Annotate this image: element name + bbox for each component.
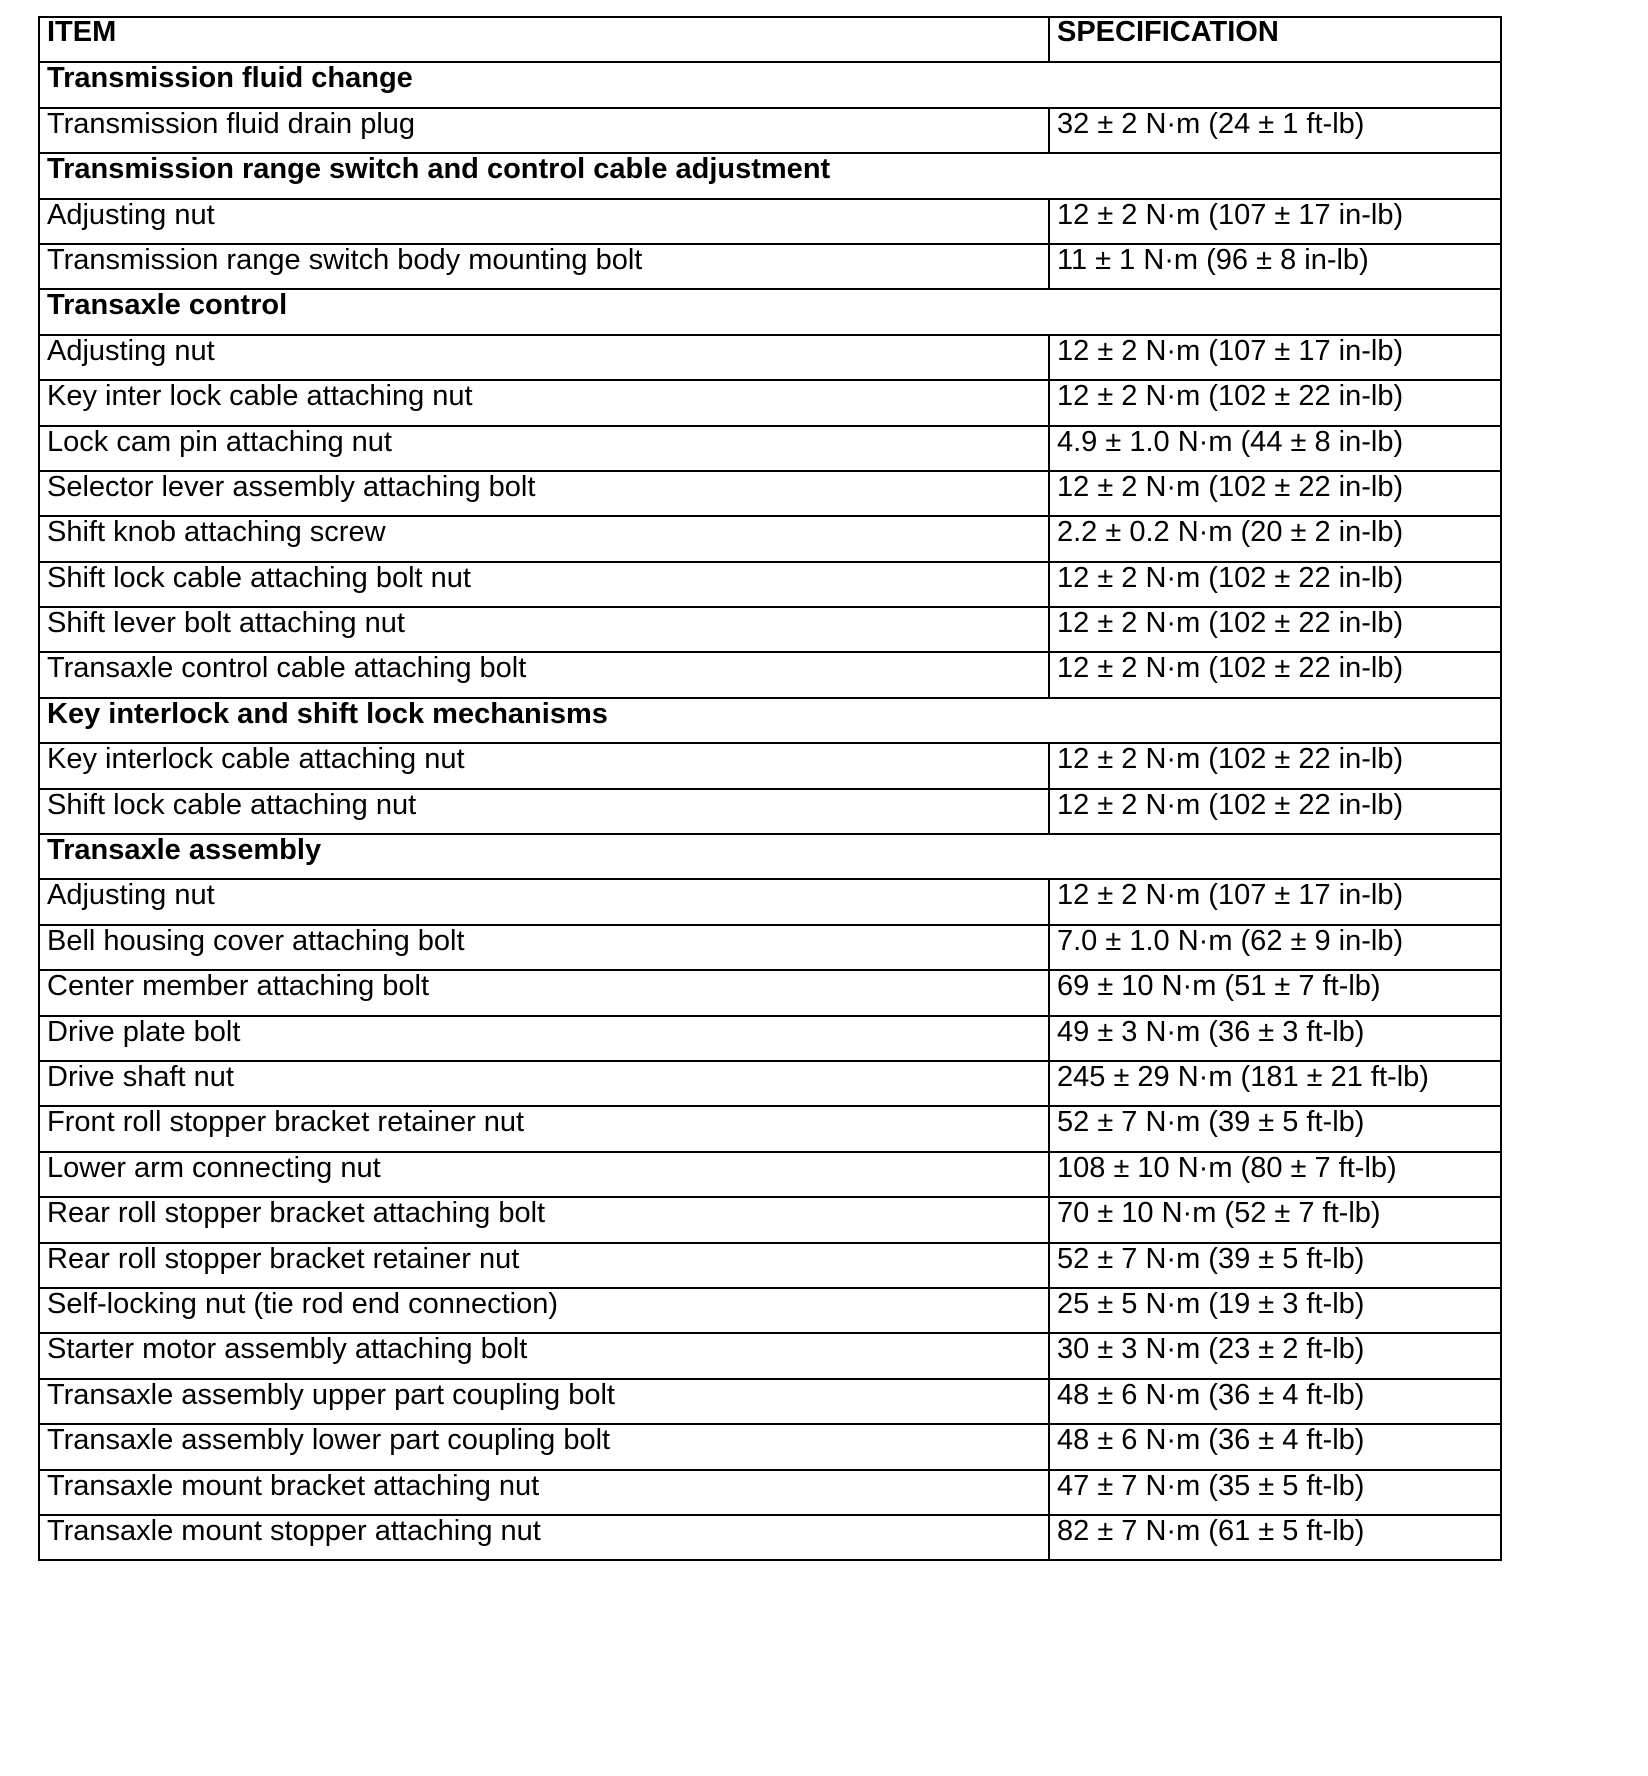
specification-value: 52 ± 7 N·m (39 ± 5 ft-lb) [1057,1242,1365,1275]
specification-value: 70 ± 10 N·m (52 ± 7 ft-lb) [1057,1197,1381,1230]
specification-value: 12 ± 2 N·m (102 ± 22 in-lb) [1057,743,1404,776]
table-row [39,199,1501,244]
specification-cell [1049,789,1501,834]
table-row [39,1016,1501,1061]
item-name: Selector lever assembly attaching bolt [47,470,536,503]
item-column-header-label: ITEM [47,17,117,48]
table-row [39,380,1501,425]
specification-value: 12 ± 2 N·m (107 ± 17 in-lb) [1057,198,1404,231]
item-cell [39,244,1049,289]
item-cell [39,743,1049,788]
item-cell [39,1379,1049,1424]
specification-value: 12 ± 2 N·m (102 ± 22 in-lb) [1057,380,1404,413]
section-title: Transmission fluid change [47,62,413,95]
item-name: Shift knob attaching screw [47,516,386,549]
specification-value: 52 ± 7 N·m (39 ± 5 ft-lb) [1057,1106,1365,1139]
specification-cell [1049,471,1501,516]
item-cell [39,1470,1049,1515]
item-cell [39,1333,1049,1378]
section-row [39,153,1501,198]
item-name: Lock cam pin attaching nut [47,425,392,458]
item-cell [39,1288,1049,1333]
specification-value: 47 ± 7 N·m (35 ± 5 ft-lb) [1057,1469,1365,1502]
specification-value: 48 ± 6 N·m (36 ± 4 ft-lb) [1057,1378,1365,1411]
specification-value: 30 ± 3 N·m (23 ± 2 ft-lb) [1057,1333,1365,1366]
specification-value: 12 ± 2 N·m (102 ± 22 in-lb) [1057,470,1404,503]
section-title: Key interlock and shift lock mechanisms [47,697,608,730]
item-name: Starter motor assembly attaching bolt [47,1333,528,1366]
table-row [39,1515,1501,1560]
item-cell [39,199,1049,244]
item-name: Drive plate bolt [47,1015,241,1048]
specification-cell [1049,1197,1501,1242]
specification-cell [1049,335,1501,380]
specification-cell [1049,1288,1501,1333]
item-name: Rear roll stopper bracket retainer nut [47,1242,520,1275]
section-title: Transaxle control [47,289,288,322]
table-row [39,652,1501,697]
item-name: Adjusting nut [47,198,215,231]
item-cell [39,789,1049,834]
item-cell [39,652,1049,697]
section-cell [39,62,1501,107]
item-cell [39,607,1049,652]
specification-value: 108 ± 10 N·m (80 ± 7 ft-lb) [1057,1151,1397,1184]
specification-cell [1049,1016,1501,1061]
table-body [39,62,1501,1560]
item-name: Lower arm connecting nut [47,1151,381,1184]
item-name: Key inter lock cable attaching nut [47,380,473,413]
specification-cell [1049,743,1501,788]
item-name: Front roll stopper bracket retainer nut [47,1106,525,1139]
specification-value: 49 ± 3 N·m (36 ± 3 ft-lb) [1057,1015,1365,1048]
table-row [39,562,1501,607]
item-name: Drive shaft nut [47,1060,234,1093]
specification-value: 48 ± 6 N·m (36 ± 4 ft-lb) [1057,1424,1365,1457]
specification-cell [1049,1243,1501,1288]
specification-cell [1049,970,1501,1015]
table-row [39,1470,1501,1515]
section-row [39,289,1501,334]
item-name: Transmission range switch body mounting bolt [47,243,643,276]
item-name: Center member attaching bolt [47,970,430,1003]
table-row [39,879,1501,924]
specification-cell [1049,1333,1501,1378]
table-row [39,743,1501,788]
specification-value: 12 ± 2 N·m (107 ± 17 in-lb) [1057,879,1404,912]
item-cell [39,1016,1049,1061]
table-row [39,1106,1501,1151]
specification-value: 4.9 ± 1.0 N·m (44 ± 8 in-lb) [1057,425,1404,458]
item-cell [39,1152,1049,1197]
specification-value: 11 ± 1 N·m (96 ± 8 in-lb) [1057,243,1369,276]
table-row [39,471,1501,516]
item-cell [39,1515,1049,1560]
specification-value: 12 ± 2 N·m (107 ± 17 in-lb) [1057,334,1404,367]
item-cell [39,335,1049,380]
torque-spec-table [38,16,1502,1561]
specification-cell [1049,108,1501,153]
specification-cell [1049,516,1501,561]
specification-column-header-label: SPECIFICATION [1057,17,1279,48]
specification-value: 7.0 ± 1.0 N·m (62 ± 9 in-lb) [1057,924,1404,957]
specification-cell [1049,426,1501,471]
section-title: Transaxle assembly [47,834,322,867]
item-name: Adjusting nut [47,334,215,367]
table-row [39,1424,1501,1469]
section-row [39,834,1501,879]
table-row [39,607,1501,652]
item-name: Transmission fluid drain plug [47,107,416,140]
specification-cell [1049,1424,1501,1469]
item-cell [39,879,1049,924]
specification-cell [1049,1106,1501,1151]
specification-value: 2.2 ± 0.2 N·m (20 ± 2 in-lb) [1057,516,1404,549]
section-cell [39,698,1501,743]
item-cell [39,1061,1049,1106]
table-row [39,1152,1501,1197]
item-cell [39,380,1049,425]
specification-cell [1049,652,1501,697]
specification-cell [1049,1061,1501,1106]
item-cell [39,108,1049,153]
specification-column-header [1049,17,1501,62]
item-cell [39,516,1049,561]
table-row [39,970,1501,1015]
item-column-header [39,17,1049,62]
table-header-row [39,17,1501,62]
item-cell [39,925,1049,970]
specification-cell [1049,562,1501,607]
table-row [39,1197,1501,1242]
table-row [39,1061,1501,1106]
table-row [39,789,1501,834]
specification-value: 12 ± 2 N·m (102 ± 22 in-lb) [1057,788,1404,821]
specification-value: 32 ± 2 N·m (24 ± 1 ft-lb) [1057,107,1365,140]
specification-cell [1049,1515,1501,1560]
item-name: Rear roll stopper bracket attaching bolt [47,1197,546,1230]
table-row [39,1243,1501,1288]
item-name: Key interlock cable attaching nut [47,743,465,776]
section-cell [39,289,1501,334]
item-cell [39,426,1049,471]
specification-value: 82 ± 7 N·m (61 ± 5 ft-lb) [1057,1514,1365,1547]
specification-cell [1049,607,1501,652]
item-cell [39,970,1049,1015]
section-cell [39,834,1501,879]
item-name: Shift lever bolt attaching nut [47,607,405,640]
item-name: Shift lock cable attaching nut [47,788,417,821]
table-row [39,925,1501,970]
specification-value: 12 ± 2 N·m (102 ± 22 in-lb) [1057,561,1404,594]
item-name: Self-locking nut (tie rod end connection) [47,1287,559,1320]
specification-value: 25 ± 5 N·m (19 ± 3 ft-lb) [1057,1287,1365,1320]
table-row [39,426,1501,471]
specification-cell [1049,925,1501,970]
item-name: Bell housing cover attaching bolt [47,924,465,957]
specification-cell [1049,244,1501,289]
specification-cell [1049,199,1501,244]
specification-cell [1049,1152,1501,1197]
specification-cell [1049,380,1501,425]
item-name: Shift lock cable attaching bolt nut [47,561,471,594]
table-row [39,244,1501,289]
item-cell [39,471,1049,516]
specification-cell [1049,1379,1501,1424]
section-row [39,698,1501,743]
item-cell [39,1424,1049,1469]
section-title: Transmission range switch and control cable adjustment [47,153,831,186]
item-cell [39,1106,1049,1151]
item-cell [39,562,1049,607]
specification-cell [1049,1470,1501,1515]
item-name: Transaxle control cable attaching bolt [47,652,527,685]
table-row [39,108,1501,153]
section-cell [39,153,1501,198]
section-row [39,62,1501,107]
item-name: Adjusting nut [47,879,215,912]
specification-value: 12 ± 2 N·m (102 ± 22 in-lb) [1057,607,1404,640]
table-row [39,516,1501,561]
specification-value: 69 ± 10 N·m (51 ± 7 ft-lb) [1057,970,1381,1003]
specification-value: 245 ± 29 N·m (181 ± 21 ft-lb) [1057,1060,1429,1093]
specification-cell [1049,879,1501,924]
item-cell [39,1243,1049,1288]
item-name: Transaxle mount bracket attaching nut [47,1469,540,1502]
item-name: Transaxle assembly lower part coupling bolt [47,1424,611,1457]
table-row [39,1288,1501,1333]
table-row [39,1379,1501,1424]
item-name: Transaxle assembly upper part coupling bolt [47,1378,615,1411]
table-row [39,1333,1501,1378]
table-row [39,335,1501,380]
item-name: Transaxle mount stopper attaching nut [47,1514,541,1547]
item-cell [39,1197,1049,1242]
specification-value: 12 ± 2 N·m (102 ± 22 in-lb) [1057,652,1404,685]
